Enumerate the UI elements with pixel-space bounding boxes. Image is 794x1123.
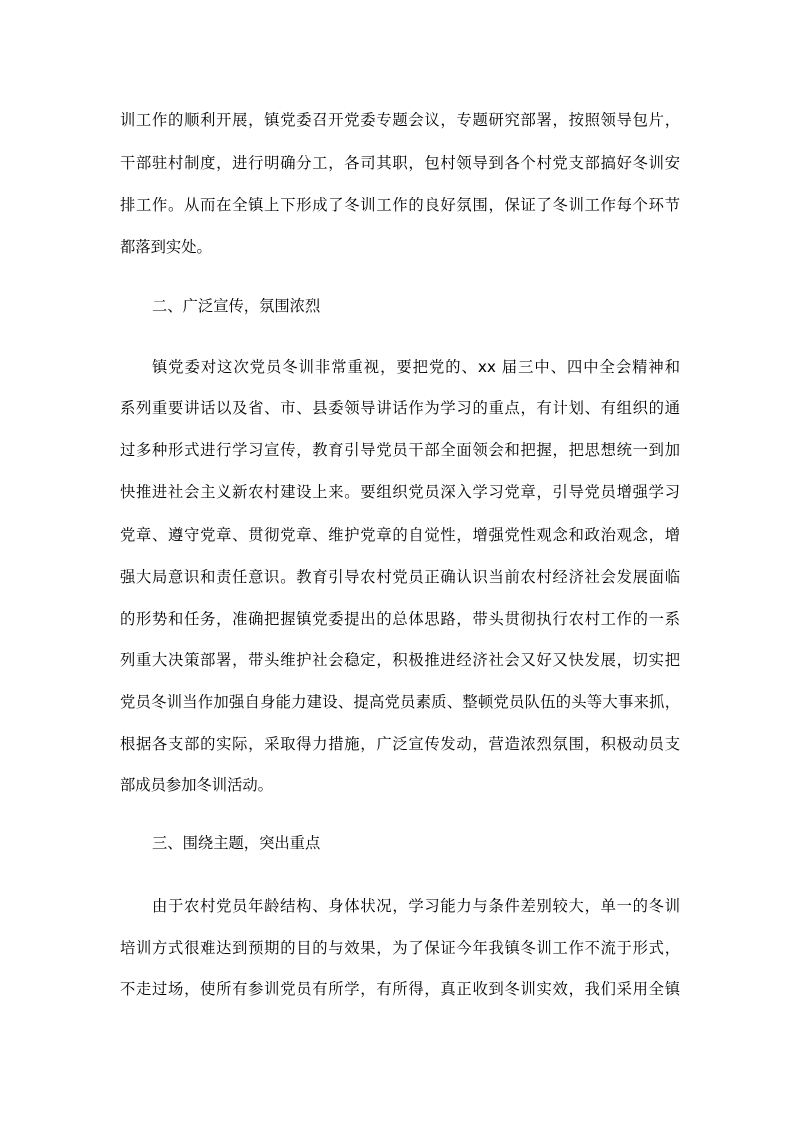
paragraph-line: 根据各支部的实际，采取得力措施，广泛宣传发动，营造浓烈氛围，积极动员支 — [120, 735, 680, 753]
paragraph-line: 的形势和任务，准确把握镇党委提出的总体思路，带头贯彻执行农村工作的一系 — [120, 610, 680, 628]
paragraph-line: 干部驻村制度，进行明确分工，各司其职，包村领导到各个村党支部搞好冬训安 — [120, 154, 680, 172]
paragraph-line: 培训方式很难达到预期的目的与效果，为了保证今年我镇冬训工作不流于形式， — [120, 939, 680, 957]
section-heading: 三、围绕主题，突出重点 — [152, 834, 321, 852]
paragraph-line: 系列重要讲话以及省、市、县委领导讲话作为学习的重点，有计划、有组织的通 — [120, 399, 680, 417]
paragraph-line: 党章、遵守党章、贯彻党章、维护党章的自觉性，增强党性观念和政治观念，增 — [120, 526, 680, 544]
paragraph-line: 镇党委对这次党员冬训非常重视，要把党的、xx 届三中、四中全会精神和 — [152, 358, 680, 376]
paragraph-line: 都落到实处。 — [120, 238, 212, 256]
paragraph-line: 过多种形式进行学习宣传，教育引导党员干部全面领会和把握，把思想统一到加 — [120, 441, 680, 459]
paragraph-line: 排工作。从而在全镇上下形成了冬训工作的良好氛围，保证了冬训工作每个环节 — [120, 196, 680, 214]
paragraph-line: 快推进社会主义新农村建设上来。要组织党员深入学习党章，引导党员增强学习 — [120, 483, 680, 501]
paragraph-line: 部成员参加冬训活动。 — [120, 776, 273, 794]
paragraph-line: 党员冬训当作加强自身能力建设、提高党员素质、整顿党员队伍的头等大事来抓， — [120, 693, 680, 711]
paragraph-line: 由于农村党员年龄结构、身体状况，学习能力与条件差别较大，单一的冬训 — [152, 897, 680, 915]
paragraph-line: 不走过场，使所有参训党员有所学，有所得，真正收到冬训实效，我们采用全镇 — [120, 980, 680, 998]
paragraph-line: 列重大决策部署，带头维护社会稳定，积极推进经济社会又好又快发展，切实把 — [120, 651, 680, 669]
section-heading: 二、广泛宣传，氛围浓烈 — [152, 297, 321, 315]
paragraph-line: 训工作的顺利开展，镇党委召开党委专题会议，专题研究部署，按照领导包片， — [120, 111, 680, 129]
paragraph-line: 强大局意识和责任意识。教育引导农村党员正确认识当前农村经济社会发展面临 — [120, 568, 680, 586]
